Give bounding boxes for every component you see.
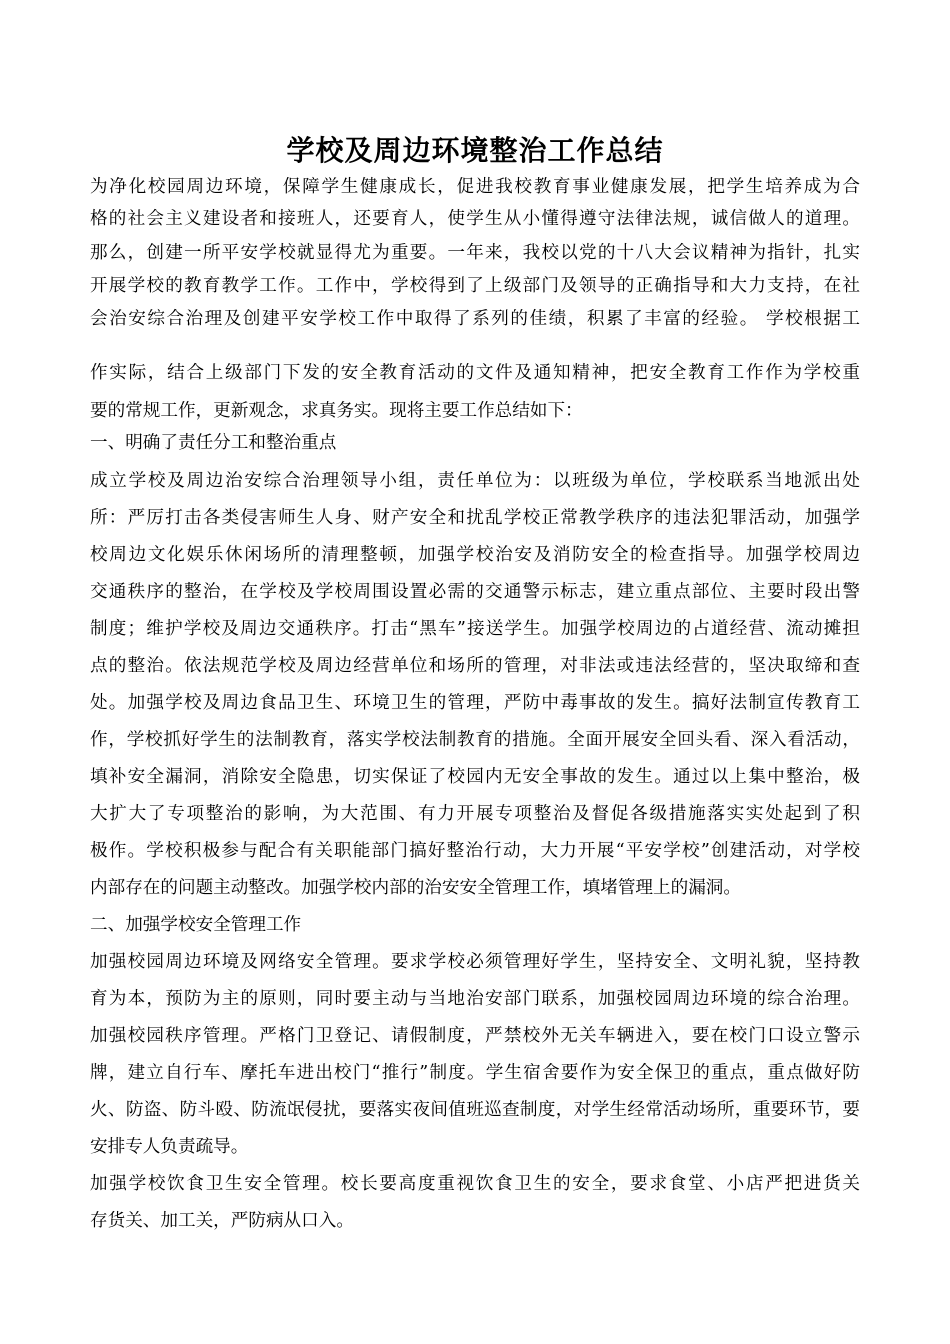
section1-line: 填补安全漏洞，消除安全隐患，切实保证了校园内无安全事故的发生。通过以上集中整治，极 (90, 767, 860, 787)
intro-line: 格的社会主义建设者和接班人，还要育人，使学生从小懂得遵守法律法规，诚信做人的道理。 (90, 209, 860, 229)
section1-line: 内部存在的问题主动整改。加强学校内部的治安安全管理工作，填堵管理上的漏洞。 (90, 878, 741, 898)
section1-line: 交通秩序的整治，在学校及学校周围设置必需的交通警示标志，建立重点部位、主要时段出警 (90, 582, 860, 602)
section3-line: 加强学校饮食卫生安全管理。校长要高度重视饮食卫生的安全，要求食堂、小店严把进货关 (90, 1174, 860, 1194)
section1-line: 点的整治。依法规范学校及周边经营单位和场所的管理，对非法或违法经营的，坚决取缔和查 (90, 656, 860, 676)
section2-line: 安排专人负责疏导。 (90, 1137, 249, 1157)
section-heading-2: 二、加强学校安全管理工作 (90, 915, 302, 935)
section2-line: 育为本，预防为主的原则，同时要主动与当地治安部门联系，加强校园周边环境的综合治理。 (90, 989, 860, 1009)
section1-line: 成立学校及周边治安综合治理领导小组，责任单位为：以班级为单位，学校联系当地派出处 (90, 471, 860, 491)
section1-line: 制度；维护学校及周边交通秩序。打击“黑车”接送学生。加强学校周边的占道经营、流动摊担 (90, 619, 860, 639)
section3-line: 存货关、加工关，严防病从口入。 (90, 1211, 354, 1231)
intro-line: 那么，创建一所平安学校就显得尤为重要。一年来，我校以党的十八大会议精神为指针，扎实 (90, 243, 860, 263)
section1-line: 所：严厉打击各类侵害师生人身、财产安全和扰乱学校正常教学秩序的违法犯罪活动，加强学 (90, 508, 860, 528)
section1-line: 作，学校抓好学生的法制教育，落实学校法制教育的措施。全面开展安全回头看、深入看活动， (90, 730, 860, 750)
section1-line: 大扩大了专项整治的影响，为大范围、有力开展专项整治及督促各级措施落实实处起到了积 (90, 804, 860, 824)
intro-line: 作实际，结合上级部门下发的安全教育活动的文件及通知精神，把安全教育工作作为学校重 (90, 363, 860, 383)
section2-line: 牌，建立自行车、摩托车进出校门“推行”制度。学生宿舍要作为安全保卫的重点，重点做好防 (90, 1063, 860, 1083)
document-title: 学校及周边环境整治工作总结 (286, 134, 664, 167)
section1-line: 处。加强学校及周边食品卫生、环境卫生的管理，严防中毒事故的发生。搞好法制宣传教育工 (90, 693, 860, 713)
section-heading-1: 一、明确了责任分工和整治重点 (90, 433, 337, 453)
section2-line: 火、防盗、防斗殴、防流氓侵扰，要落实夜间值班巡查制度，对学生经常活动场所，重要环节，要 (90, 1100, 860, 1120)
intro-line: 开展学校的教育教学工作。工作中，学校得到了上级部门及领导的正确指导和大力支持，在社 (90, 276, 860, 296)
intro-line: 为净化校园周边环境，保障学生健康成长，促进我校教育事业健康发展，把学生培养成为合 (90, 177, 860, 197)
section1-line: 极作。学校积极参与配合有关职能部门搞好整治行动，大力开展“平安学校”创建活动，对学校 (90, 841, 860, 861)
section1-line: 校周边文化娱乐休闲场所的清理整顿，加强学校治安及消防安全的检查指导。加强学校周边 (90, 545, 860, 565)
section2-line: 加强校园周边环境及网络安全管理。要求学校必须管理好学生，坚持安全、文明礼貌，坚持教 (90, 952, 860, 972)
intro-line: 要的常规工作，更新观念，求真务实。现将主要工作总结如下： (90, 401, 583, 421)
intro-line: 会治安综合治理及创建平安学校工作中取得了系列的佳绩，积累了丰富的经验。 学校根据工 (90, 309, 860, 329)
section2-line: 加强校园秩序管理。严格门卫登记、请假制度，严禁校外无关车辆进入，要在校门口设立警示 (90, 1026, 860, 1046)
